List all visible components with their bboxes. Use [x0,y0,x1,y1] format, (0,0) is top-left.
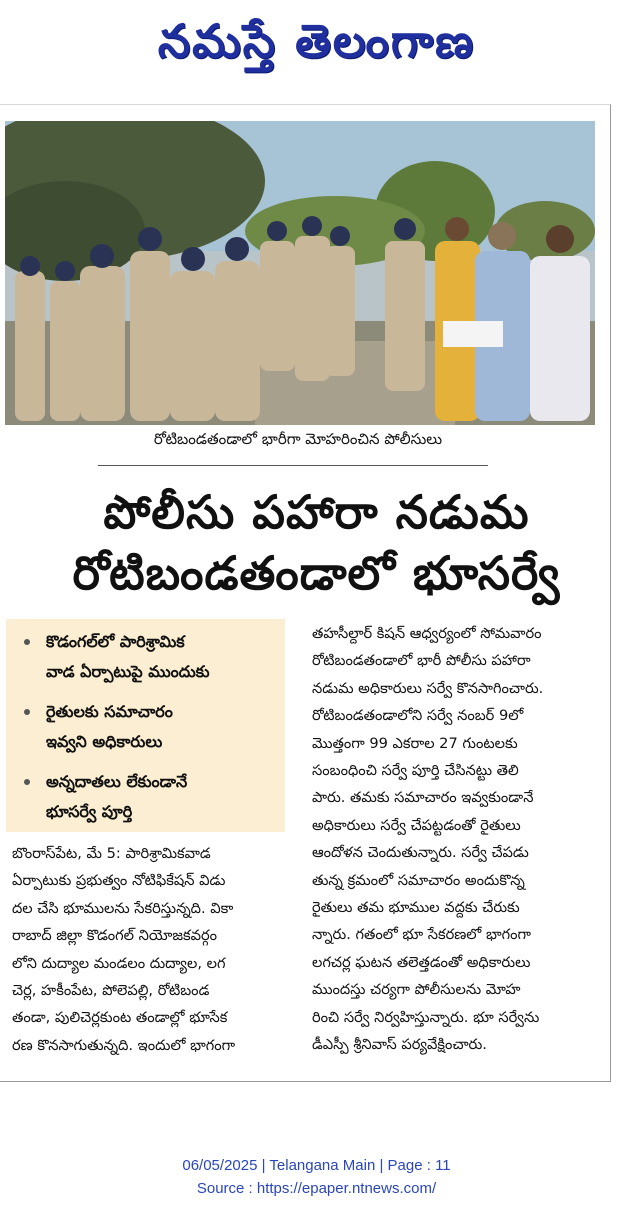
footer-source-link[interactable]: Source : https://epaper.ntnews.com/ [196,1180,437,1197]
bullet-icon [24,779,30,785]
body-line: అధికారులు సర్వే చేపట్టడంతో రైతులు [312,816,521,834]
body-line: లగచర్ల ఘటన తలెత్తడంతో అధికారులు [312,953,531,971]
article-body-right [312,620,602,1059]
body-line: తున్న క్రమంలో సమాచారం అందుకొన్న [312,871,525,889]
body-line: బొంరాస్‌పేట, మే 5: పారిశ్రామికవాడ [12,845,211,862]
body-line: మొత్తంగా 99 ఎకరాల 27 గుంటలకు [312,734,518,752]
highlight-line: వాడ ఏర్పాటుపై ముందుకు [46,662,210,681]
masthead-title: నమస్తే తెలంగాణ [157,14,476,68]
body-line: ఏర్పాటుకు ప్రభుత్వం నోటిఫికేషన్ విడు [12,872,226,890]
body-line: నడుమ అధికారులు సర్వే కొనసాగించారు. [312,679,544,697]
body-line: పారు. తమకు సమాచారం ఇవ్వకుండానే [312,789,534,807]
highlight-line: అన్నదాతలు లేకుండానే [46,772,188,791]
photo-caption: రోటిబండతండాలో భారీగా మోహరించిన పోలీసులు [153,430,443,448]
body-line: లోని దుద్యాల మండలం దుద్యాల, లగ [12,954,226,972]
body-line: రాబాద్ జిల్లా కొడంగల్ నియోజకవర్గం [12,927,218,945]
body-line: దల చేసి భూములను సేకరిస్తున్నది. వికా [12,899,234,917]
body-line: తహసీల్దార్ కిషన్ ఆధ్వర్యంలో సోమవారం [312,625,542,642]
highlight-line: కొడంగల్‌లో పారిశ్రామిక [46,632,185,651]
bullet-icon [24,709,30,715]
highlight-line: ఇవ్వని అధికారులు [46,732,163,751]
body-line: రణ కొనసాగుతున్నది. ఇందులో భాగంగా [12,1036,236,1054]
body-line: రోటిబండతండాలోని సర్వే నంబర్ 9లో [312,707,524,725]
body-line: రైతులు తమ భూముల వద్దకు చేరుకు [312,899,520,917]
highlight-item [24,697,279,757]
highlight-item [24,627,279,687]
body-line: రోటిబండతండాలో భారీ పోలీసు పహారా [312,652,531,670]
article-photo [5,121,595,425]
highlight-line: రైతులకు సమాచారం [46,702,173,721]
body-line: ముందస్తు చర్యగా పోలీసులను మోహ [312,981,521,999]
body-line: న్నారు. గతంలో భూ సేకరణలో భాగంగా [312,926,531,944]
highlight-item [24,767,279,827]
footer-date-edition: 06/05/2025 | Telangana Main | Page : 11 [182,1157,451,1174]
headline-line-2: రోటిబండతండాలో భూసర్వే [72,546,561,600]
article-body-left [12,840,287,1059]
body-line: సంబంధించి సర్వే పూర్తి చేసినట్టు తెలి [312,762,519,780]
headline-line-1: పోలీసు పహారా నడుమ [103,485,530,539]
bullet-icon [24,639,30,645]
body-line: తండా, పులిచెర్లకుంట తండాల్లో భూసేక [12,1009,228,1027]
highlights-box [6,619,285,832]
body-line: చెర్ల, హకీంపేట, పోలెపల్లి, రోటిబండ [12,982,210,1000]
body-line: డీఎస్పీ శ్రీనివాస్ పర్యవేక్షించారు. [312,1036,487,1054]
masthead [0,6,633,76]
body-line: ఆందోళన చెందుతున్నారు. సర్వే చేపడు [312,844,529,862]
body-line: రించి సర్వే నిర్వహిస్తున్నారు. భూ సర్వేను [312,1008,540,1026]
highlight-line: భూసర్వే పూర్తి [46,802,133,821]
caption-divider [98,465,488,466]
